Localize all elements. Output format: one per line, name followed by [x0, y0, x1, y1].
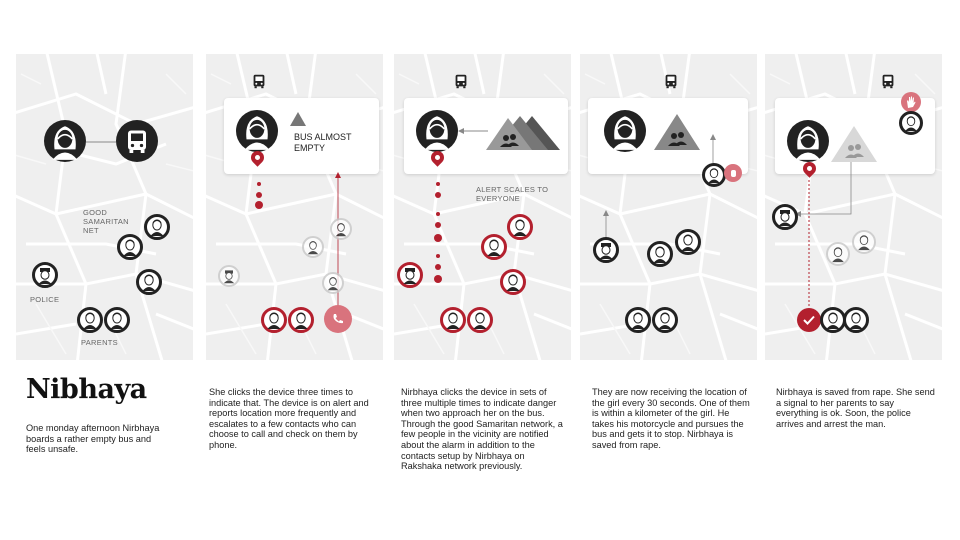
caption-2: She clicks the device three times to indicate that. The device is on alert and reports location more frequently and escalates to a few contacts who can choose to call and check on them by phone. — [209, 387, 369, 450]
samaritan-avatar-icon — [507, 214, 533, 240]
police-label: POLICE — [30, 295, 60, 304]
bus-icon — [116, 120, 158, 162]
police-avatar-icon — [218, 265, 240, 287]
crowd-triangle-icon — [486, 116, 560, 152]
page-title: Nibhaya — [26, 374, 147, 405]
signal-dot — [257, 182, 261, 186]
motorcycle-alert-icon — [724, 164, 742, 182]
signal-dot — [434, 275, 442, 283]
girl-avatar-icon — [236, 110, 278, 152]
samaritan-avatar-icon — [330, 218, 352, 240]
police-avatar-icon — [772, 204, 798, 230]
panel-4 — [580, 54, 757, 360]
parent-avatar-icon — [261, 307, 287, 333]
bus-icon — [879, 72, 897, 90]
hand-stop-icon — [901, 92, 921, 112]
police-avatar-icon — [397, 262, 423, 288]
parent-avatar-icon — [843, 307, 869, 333]
samaritan-avatar-icon — [500, 269, 526, 295]
samaritan-avatar-icon — [302, 236, 324, 258]
good-samaritan-label: GOOD SAMARITAN NET — [83, 208, 129, 235]
caption-3: Nirbhaya clicks the device in sets of three multiple times to indicate danger when two approach her on the bus. Through the good Samaritan network, a few people in the vicinity are notified about the alarm in addition to the contacts setup by Nirbhaya on Rakshaka network previously. — [401, 387, 563, 472]
samaritan-avatar-icon — [136, 269, 162, 295]
caption-1: One monday afternoon Nirbhaya boards a rather empty bus and feels unsafe. — [26, 423, 160, 455]
panel-2 — [206, 54, 383, 360]
crowd-triangle-icon — [831, 126, 877, 164]
panel-5 — [765, 54, 942, 360]
warning-triangle-icon — [290, 112, 306, 126]
panel-3 — [394, 54, 571, 360]
check-icon — [797, 308, 821, 332]
samaritan-avatar-icon — [647, 241, 673, 267]
samaritan-avatar-icon — [481, 234, 507, 260]
police-avatar-icon — [593, 237, 619, 263]
parent-avatar-icon — [652, 307, 678, 333]
crowd-triangle-icon — [654, 114, 700, 152]
panel-1 — [16, 54, 193, 360]
connector-line — [458, 128, 488, 134]
connector-line — [86, 140, 116, 144]
samaritan-avatar-icon — [117, 234, 143, 260]
girl-avatar-icon — [787, 120, 829, 162]
parents-label: PARENTS — [81, 338, 118, 347]
caption-5: Nirbhaya is saved from rape. She send a signal to her parents to say everything is ok. Soon, the police arrives and arrest the man. — [776, 387, 935, 429]
call-arrow — [334, 172, 342, 322]
police-route-line — [795, 162, 855, 220]
police-avatar-icon — [32, 262, 58, 288]
signal-dot — [436, 212, 440, 216]
police-arrow — [602, 210, 610, 240]
parent-avatar-icon — [104, 307, 130, 333]
path-dotted-line — [808, 180, 810, 308]
bus-icon — [662, 72, 680, 90]
signal-dot — [256, 192, 262, 198]
signal-dot — [434, 234, 442, 242]
girl-avatar-icon — [604, 110, 646, 152]
parent-avatar-icon — [625, 307, 651, 333]
signal-dot — [435, 222, 441, 228]
samaritan-avatar-icon — [144, 214, 170, 240]
samaritan-avatar-icon — [322, 272, 344, 294]
pursuit-arrow — [709, 134, 717, 164]
bus-icon — [250, 72, 268, 90]
parent-avatar-icon — [467, 307, 493, 333]
card-status-text: BUS ALMOST EMPTY — [294, 132, 352, 153]
signal-dot — [435, 264, 441, 270]
parent-avatar-icon — [77, 307, 103, 333]
signal-dot — [436, 182, 440, 186]
signal-dot — [436, 254, 440, 258]
girl-avatar-icon — [44, 120, 86, 162]
girl-avatar-icon — [416, 110, 458, 152]
phone-icon — [324, 305, 352, 333]
alert-scales-label: ALERT SCALES TO EVERYONE — [476, 185, 549, 203]
signal-dot — [435, 192, 441, 198]
samaritan-avatar-icon — [826, 242, 850, 266]
bus-icon — [452, 72, 470, 90]
parent-avatar-icon — [440, 307, 466, 333]
parent-avatar-icon — [899, 111, 923, 135]
samaritan-avatar-icon — [852, 230, 876, 254]
signal-dot — [255, 201, 263, 209]
samaritan-avatar-icon — [702, 163, 726, 187]
caption-4: They are now receiving the location of the girl every 30 seconds. One of them is within a kilometer of the girl. He takes his motorcycle and pursues the bus and gets it to stop. Nirbhaya is saved from rape. — [592, 387, 750, 450]
parent-avatar-icon — [288, 307, 314, 333]
samaritan-avatar-icon — [675, 229, 701, 255]
